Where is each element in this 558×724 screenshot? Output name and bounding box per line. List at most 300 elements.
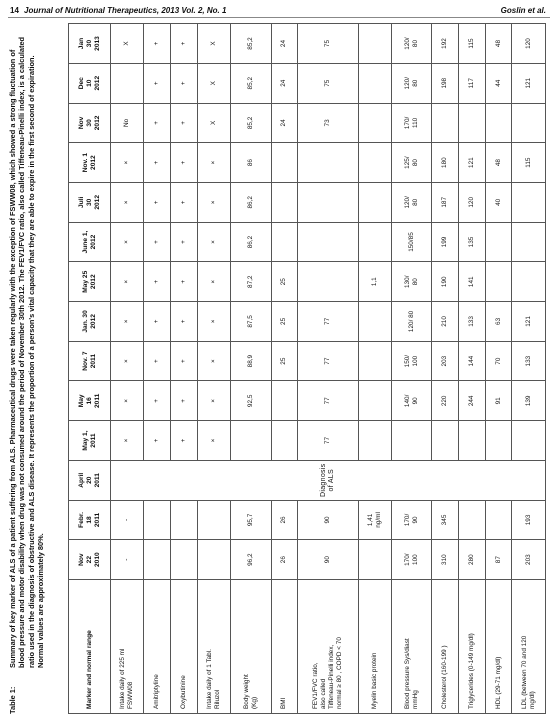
- value-cell: [298, 262, 358, 302]
- value-cell: [111, 182, 144, 222]
- table-row: [231, 24, 271, 714]
- value-text: 121: [524, 316, 532, 327]
- date-column-header: [69, 222, 111, 262]
- date-column-header: [69, 24, 111, 64]
- value-cell: [111, 222, 144, 262]
- value-cell: [485, 540, 512, 580]
- value-cell: [171, 182, 198, 222]
- table-row: [171, 24, 198, 714]
- table-caption: [8, 24, 68, 714]
- value-text: 310: [441, 554, 449, 565]
- value-text: 115: [467, 38, 475, 49]
- value-text: 120/: [403, 76, 411, 90]
- value-cell: [197, 500, 230, 540]
- value-cell: [358, 143, 391, 183]
- value-text: +: [180, 160, 188, 165]
- date-column-header: [69, 460, 111, 500]
- value-cell: [512, 103, 546, 143]
- marker-label-line: Blood pressure Sys/diast: [403, 638, 411, 709]
- value-cell: [197, 341, 230, 381]
- value-cell: [171, 500, 198, 540]
- value-cell: [485, 500, 512, 540]
- date-header-line: Jan. 30: [81, 310, 89, 333]
- value-cell: [144, 182, 171, 222]
- value-cell: [512, 143, 546, 183]
- date-header-line: 2011: [93, 473, 101, 488]
- value-text: 25: [280, 278, 288, 286]
- table-row: [512, 24, 546, 714]
- marker-column-header: Marker and normal range: [69, 580, 111, 714]
- date-header-line: Nov: [77, 116, 85, 130]
- date-header-line: 2012: [93, 194, 101, 210]
- value-text: 63: [494, 317, 502, 325]
- date-header-line: June 1,: [81, 230, 89, 254]
- marker-label-line: FEV1/FVC ratio,: [311, 662, 319, 709]
- table-row: [485, 24, 512, 714]
- table-row: [271, 24, 298, 714]
- marker-label-line: Intake daily of 225 ml: [119, 648, 127, 709]
- value-cell: [458, 262, 485, 302]
- value-text: 92,5: [247, 394, 254, 408]
- value-cell: [392, 103, 432, 143]
- value-text: 86: [247, 159, 254, 167]
- value-text: ×: [123, 240, 131, 244]
- value-cell: [171, 381, 198, 421]
- value-text: ×: [123, 200, 131, 205]
- value-cell: [171, 103, 198, 143]
- value-cell: [271, 24, 298, 64]
- date-header-line: Nov. 7: [81, 351, 89, 371]
- date-header-line: 30: [85, 119, 93, 127]
- value-cell: [271, 143, 298, 183]
- value-text: 86,2: [247, 235, 254, 249]
- value-cell: [512, 24, 546, 64]
- table-row: [298, 24, 358, 714]
- value-cell: [512, 222, 546, 262]
- marker-label-line: Oxybutinine: [180, 675, 188, 709]
- date-header-line: 10: [85, 79, 93, 87]
- value-text: 141: [467, 276, 475, 288]
- value-cell: [298, 500, 358, 540]
- value-cell: [111, 63, 144, 103]
- date-header-line: 20: [85, 476, 93, 484]
- value-text: 199: [441, 236, 449, 248]
- value-cell: [271, 63, 298, 103]
- marker-label-cell: [144, 580, 171, 714]
- date-header-line: 2011: [89, 433, 97, 448]
- value-cell: [111, 143, 144, 183]
- value-cell: [358, 222, 391, 262]
- value-text: 87,2: [247, 275, 254, 288]
- value-cell: [271, 381, 298, 421]
- value-cell: [392, 421, 432, 461]
- value-cell: [111, 103, 144, 143]
- value-text: ×: [123, 279, 131, 284]
- value-cell: [231, 143, 271, 183]
- date-header-line: 2010: [93, 552, 101, 567]
- value-cell: [485, 421, 512, 461]
- value-text: ×: [123, 359, 131, 363]
- value-text: 150/: [403, 354, 411, 368]
- value-text: 77: [323, 397, 331, 405]
- value-text: 88,9: [247, 354, 254, 368]
- value-text: +: [180, 359, 188, 363]
- value-cell: [111, 262, 144, 302]
- value-cell: [458, 103, 485, 143]
- date-column-header: [69, 421, 111, 461]
- value-cell: [458, 182, 485, 222]
- marker-label-cell: [392, 580, 432, 714]
- value-cell: [171, 341, 198, 381]
- value-cell: [358, 500, 391, 540]
- value-cell: [111, 540, 144, 580]
- value-cell: [171, 24, 198, 64]
- value-cell: [458, 143, 485, 183]
- value-cell: [298, 341, 358, 381]
- value-text: +: [180, 438, 188, 443]
- value-text: 135: [467, 236, 475, 248]
- value-text: 121: [524, 77, 532, 89]
- value-cell: [171, 302, 198, 342]
- table-row: [358, 24, 391, 714]
- value-cell: [392, 341, 432, 381]
- value-text: 90: [323, 556, 331, 564]
- value-cell: [358, 24, 391, 64]
- value-text: 190: [441, 276, 449, 288]
- value-cell: [271, 500, 298, 540]
- value-cell: [485, 381, 512, 421]
- value-cell: [458, 341, 485, 381]
- value-subtext: 80: [411, 79, 419, 87]
- diagnosis-note: Diagnosis of ALS: [320, 463, 335, 497]
- table-row: [432, 24, 459, 714]
- value-text: -: [123, 558, 131, 561]
- date-header-line: 16: [85, 397, 93, 405]
- value-text: 70: [494, 357, 502, 365]
- value-cell: [171, 222, 198, 262]
- value-cell: [231, 540, 271, 580]
- value-text: ×: [210, 319, 218, 324]
- value-text: X: [123, 41, 131, 46]
- value-cell: [144, 302, 171, 342]
- marker-label-line: normal ≥ 80 , COPD < 70: [335, 637, 343, 709]
- value-subtext: ng/ml: [374, 512, 382, 528]
- value-cell: [271, 341, 298, 381]
- value-text: +: [153, 359, 161, 363]
- marker-table: [68, 23, 546, 714]
- date-header-line: May: [77, 394, 85, 408]
- value-text: ×: [210, 359, 218, 363]
- table-header-row: [69, 24, 111, 714]
- value-cell: [171, 143, 198, 183]
- value-cell: [458, 500, 485, 540]
- value-cell: [485, 302, 512, 342]
- marker-label-line: FSWW08: [127, 681, 135, 709]
- value-cell: [432, 421, 459, 461]
- value-text: +: [153, 121, 161, 125]
- value-cell: [358, 182, 391, 222]
- marker-label-cell: [512, 580, 546, 714]
- value-text: 90: [323, 516, 331, 524]
- value-text: 24: [280, 79, 288, 87]
- date-column-header: [69, 103, 111, 143]
- value-cell: [432, 341, 459, 381]
- value-cell: [231, 63, 271, 103]
- date-column-header: [69, 302, 111, 342]
- marker-label-line: Triglycerides (0-149 mg/dl): [467, 633, 475, 709]
- value-cell: [512, 341, 546, 381]
- value-cell: [111, 341, 144, 381]
- value-cell: [432, 63, 459, 103]
- value-text: +: [180, 398, 188, 403]
- value-cell: [231, 24, 271, 64]
- value-cell: [485, 24, 512, 64]
- value-cell: [231, 421, 271, 461]
- value-cell: [197, 302, 230, 342]
- table-row: [197, 24, 230, 714]
- marker-label-cell: [458, 580, 485, 714]
- date-header-line: May 25: [81, 270, 89, 293]
- marker-label-cell: [197, 580, 230, 714]
- value-cell: [358, 63, 391, 103]
- value-cell: [231, 302, 271, 342]
- value-cell: [358, 381, 391, 421]
- value-text: 96,2: [247, 553, 254, 566]
- value-text: +: [180, 279, 188, 284]
- date-header-line: 22: [85, 555, 93, 564]
- value-text: 85,2: [247, 116, 254, 130]
- date-header-line: May 1,: [81, 430, 89, 451]
- date-header-line: Jan: [77, 37, 85, 50]
- value-text: 48: [494, 39, 502, 48]
- marker-label-line: LDL (between 70 and 120: [520, 635, 528, 709]
- value-cell: [111, 421, 144, 461]
- rotated-table-block: [8, 24, 548, 714]
- value-cell: [144, 143, 171, 183]
- value-text: 85,2: [247, 76, 254, 90]
- value-cell: [271, 540, 298, 580]
- marker-label-line: (Kg): [251, 696, 258, 709]
- marker-label-cell: [111, 580, 144, 714]
- value-text: 77: [323, 357, 331, 365]
- value-subtext: 80: [411, 198, 419, 206]
- date-header-line: 2012: [89, 274, 97, 290]
- value-cell: [298, 143, 358, 183]
- value-text: 121: [467, 157, 475, 168]
- value-text: +: [180, 200, 188, 205]
- value-text: +: [180, 121, 188, 125]
- value-text: 220: [441, 395, 449, 407]
- value-text: 139: [524, 395, 532, 407]
- value-text: 75: [323, 79, 331, 87]
- value-cell: [458, 24, 485, 64]
- value-cell: [392, 500, 432, 540]
- value-cell: [512, 262, 546, 302]
- date-header-line: April: [77, 472, 85, 488]
- value-cell: [512, 381, 546, 421]
- value-cell: [197, 421, 230, 461]
- value-cell: [111, 500, 144, 540]
- value-cell: [432, 222, 459, 262]
- value-subtext: 100: [411, 554, 419, 565]
- value-text: +: [153, 279, 161, 284]
- value-text: +: [153, 200, 161, 205]
- value-text: 150/85: [407, 232, 415, 252]
- date-column-header: [69, 500, 111, 540]
- date-header-line: Dec: [77, 77, 85, 90]
- value-cell: [144, 381, 171, 421]
- value-cell: [171, 421, 198, 461]
- value-text: 203: [524, 554, 532, 565]
- value-cell: [485, 222, 512, 262]
- date-header-line: 18: [85, 516, 93, 524]
- value-text: 280: [467, 554, 475, 565]
- value-cell: [458, 222, 485, 262]
- date-header-line: 2012: [89, 155, 97, 170]
- value-cell: [231, 222, 271, 262]
- value-cell: [358, 103, 391, 143]
- author-running-head: Goslin et al.: [500, 6, 546, 15]
- value-cell: [458, 302, 485, 342]
- value-text: 86,2: [247, 196, 254, 209]
- value-text: 24: [280, 119, 288, 127]
- value-subtext: 80: [411, 278, 419, 286]
- value-text: +: [180, 319, 188, 324]
- value-cell: [432, 381, 459, 421]
- value-text: 210: [441, 316, 449, 327]
- value-text: X: [210, 41, 218, 46]
- value-cell: [298, 540, 358, 580]
- value-text: 26: [280, 556, 288, 564]
- value-text: 117: [467, 78, 475, 89]
- value-text: 26: [280, 516, 288, 524]
- value-cell: [458, 63, 485, 103]
- value-cell: [197, 182, 230, 222]
- value-cell: [512, 182, 546, 222]
- value-text: 40: [494, 198, 502, 206]
- table-caption-label: Table 1:: [8, 686, 17, 714]
- marker-label-line: BMI: [280, 697, 288, 709]
- value-text: 187: [441, 196, 449, 208]
- value-text: +: [153, 81, 161, 86]
- value-text: 170/: [403, 513, 411, 527]
- value-cell: [512, 421, 546, 461]
- table-caption-text: Summary of key marker of ALS of a patient suffering from ALS. Pharmaceutical drugs were taken regularly with the exception of FSWW08, which showed a strong fluctuation of blood pressure and motor disability when drug was not consumed around the period of November 30th 2012. The FEV1/FVC ratio, also called Tiffeneau-Pinelli index, is a calculated ratio used in the diagnosis of obstructive and ALS disease. It represents the proportion of a person's vital capacity that they are able to expire in the first second of expiration. Normal values are approximately 80%.: [8, 36, 46, 668]
- value-text: ×: [210, 398, 218, 403]
- value-text: ×: [123, 398, 131, 403]
- value-text: 193: [524, 514, 532, 526]
- marker-label-line: also called: [319, 678, 327, 709]
- value-cell: [197, 24, 230, 64]
- value-cell: [231, 341, 271, 381]
- value-text: 198: [441, 77, 449, 89]
- value-text: 170/: [403, 116, 411, 130]
- date-header-line: 30: [85, 39, 93, 48]
- value-text: +: [153, 41, 161, 46]
- value-cell: [432, 24, 459, 64]
- value-cell: [358, 341, 391, 381]
- value-cell: [231, 262, 271, 302]
- value-cell: [432, 500, 459, 540]
- date-header-line: Nov: [77, 553, 85, 566]
- value-cell: [298, 182, 358, 222]
- marker-label-cell: [485, 580, 512, 714]
- value-subtext: 90: [411, 397, 419, 405]
- table-row: [144, 24, 171, 714]
- value-text: 120/: [403, 37, 411, 50]
- value-text: 120/ 80: [407, 310, 415, 333]
- value-text: 244: [467, 395, 475, 407]
- marker-label-line: Cholesterol (160-199 ): [441, 645, 449, 709]
- date-column-header: [69, 341, 111, 381]
- value-cell: [298, 103, 358, 143]
- value-cell: [197, 222, 230, 262]
- page-header: [0, 0, 558, 24]
- value-cell: [485, 143, 512, 183]
- date-header-line: Febr.: [77, 512, 85, 528]
- value-text: 345: [441, 514, 449, 526]
- value-cell: [231, 381, 271, 421]
- value-cell: [358, 302, 391, 342]
- value-text: 77: [323, 317, 331, 325]
- value-text: 77: [323, 436, 331, 445]
- value-cell: [392, 302, 432, 342]
- value-cell: [432, 143, 459, 183]
- date-header-line: 2012: [89, 314, 97, 329]
- value-text: ×: [210, 240, 218, 244]
- value-text: 130/: [403, 275, 411, 288]
- value-cell: [144, 540, 171, 580]
- value-cell: [512, 540, 546, 580]
- value-subtext: 90: [411, 516, 419, 524]
- value-text: 95,7: [247, 513, 254, 527]
- value-text: 44: [494, 79, 502, 87]
- value-text: 125/: [403, 156, 411, 169]
- marker-label-line: mg/dl): [528, 691, 536, 709]
- date-column-header: [69, 182, 111, 222]
- value-cell: [144, 63, 171, 103]
- value-cell: [458, 421, 485, 461]
- value-cell: [144, 341, 171, 381]
- marker-label-line: Amitriptyline: [153, 674, 161, 709]
- journal-title: Journal of Nutritional Therapeutics, 2013 Vol. 2, No. 1: [24, 6, 227, 15]
- table-row: [111, 24, 144, 714]
- value-text: 192: [441, 38, 449, 49]
- value-text: ×: [123, 319, 131, 324]
- value-text: 48: [494, 159, 502, 167]
- value-text: +: [153, 240, 161, 244]
- value-cell: [392, 63, 432, 103]
- value-cell: [298, 421, 358, 461]
- value-cell: [231, 182, 271, 222]
- value-cell: [392, 222, 432, 262]
- marker-label-line: mmHg: [411, 690, 419, 709]
- marker-label-line: Body weight: [243, 674, 250, 709]
- value-cell: [197, 63, 230, 103]
- value-cell: [111, 302, 144, 342]
- value-cell: [144, 222, 171, 262]
- value-text: +: [153, 398, 161, 403]
- value-cell: [485, 262, 512, 302]
- value-text: 144: [467, 355, 475, 367]
- value-text: ×: [210, 438, 218, 443]
- value-cell: [392, 540, 432, 580]
- marker-label-cell: [298, 580, 358, 714]
- page-number: 14: [10, 6, 19, 15]
- value-text: 120/: [403, 196, 411, 209]
- value-cell: [358, 262, 391, 302]
- value-text: 25: [280, 317, 288, 325]
